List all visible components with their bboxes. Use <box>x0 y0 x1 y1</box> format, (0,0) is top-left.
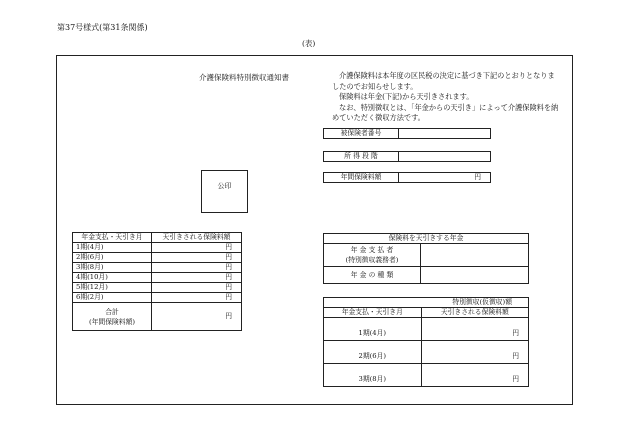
schedule-amount-unit: 円 <box>152 243 242 253</box>
notice-intro <box>332 71 560 124</box>
pension-kind-value <box>421 267 529 284</box>
annual-premium-unit: 円 <box>399 173 491 183</box>
pension-payer-label-line2: (特別徴収義務者) <box>345 256 399 264</box>
schedule-total-row <box>73 303 242 331</box>
side-label: (表) <box>302 39 316 48</box>
schedule-amount-unit: 円 <box>152 263 242 273</box>
schedule-period: 3期(8月) <box>73 263 152 273</box>
schedule-period: 1期(4月) <box>73 243 152 253</box>
income-bracket-table <box>323 151 491 162</box>
special-amount-unit: 円 <box>421 364 528 387</box>
pension-title: 保険料を天引きする年金 <box>324 234 529 244</box>
special-row <box>324 364 529 387</box>
pension-payer-row <box>324 244 529 267</box>
schedule-period: 4期(10月) <box>73 273 152 283</box>
official-seal-box <box>201 170 248 213</box>
schedule-amount-unit: 円 <box>152 273 242 283</box>
special-header-row <box>324 308 529 318</box>
income-bracket-label: 所 得 段 階 <box>324 152 399 162</box>
schedule-row <box>73 253 242 263</box>
schedule-table <box>72 232 242 331</box>
intro-paragraph-2: 保険料は年金(下記)から天引きされます。 <box>339 92 474 102</box>
insured-number-table <box>323 128 491 139</box>
schedule-total-label-line1: 合計 <box>105 307 119 316</box>
schedule-header-amount: 天引きされる保険料額 <box>152 233 242 243</box>
special-period: 2期(6月) <box>324 341 422 364</box>
schedule-header-period: 年金支払・天引き月 <box>73 233 152 243</box>
pension-kind-label: 年 金 の 種 類 <box>324 267 421 284</box>
special-title-row <box>324 298 529 308</box>
schedule-row <box>73 293 242 303</box>
special-row <box>324 318 529 341</box>
pension-payer-value <box>421 244 529 267</box>
insured-number-label: 被保険者番号 <box>324 129 399 139</box>
annual-premium-table <box>323 172 491 183</box>
intro-paragraph-3: なお、特別徴収とは、「年金からの天引き」によって介護保険料を納めていただく徴収方法です。 <box>332 102 559 123</box>
income-bracket-value <box>399 152 491 162</box>
special-header-period: 年金支払・天引き月 <box>324 308 422 318</box>
special-row <box>324 341 529 364</box>
special-period: 3期(8月) <box>324 364 422 387</box>
schedule-row <box>73 283 242 293</box>
notice-title: 介護保険料特別徴収通知書 <box>199 73 289 82</box>
intro-paragraph-1: 介護保険料は本年度の区民税の決定に基づき下記のとおりとなりましたのでお知らせします。 <box>332 71 555 91</box>
special-amount-unit: 円 <box>421 318 528 341</box>
pension-kind-row <box>324 267 529 284</box>
schedule-total-unit: 円 <box>152 303 242 331</box>
schedule-amount-unit: 円 <box>152 293 242 303</box>
special-amount-unit: 円 <box>421 341 528 364</box>
schedule-amount-unit: 円 <box>152 253 242 263</box>
schedule-row <box>73 273 242 283</box>
pension-table <box>323 233 529 284</box>
schedule-total-label <box>73 303 152 331</box>
insured-number-value <box>399 129 491 139</box>
special-title: 特別徴収(仮徴収)額 <box>324 298 529 308</box>
schedule-amount-unit: 円 <box>152 283 242 293</box>
schedule-period: 6期(2月) <box>73 293 152 303</box>
schedule-period: 2期(6月) <box>73 253 152 263</box>
annual-premium-label: 年間保険料額 <box>324 173 399 183</box>
income-bracket-row <box>324 152 491 162</box>
schedule-row <box>73 243 242 253</box>
schedule-total-label-line2: (年間保険料額) <box>88 317 136 326</box>
special-collection-table <box>323 297 529 387</box>
schedule-header-row <box>73 233 242 243</box>
annual-premium-row <box>324 173 491 183</box>
official-seal-label: 公印 <box>217 182 232 190</box>
pension-title-row <box>324 234 529 244</box>
pension-payer-label <box>324 244 421 267</box>
special-header-amount: 天引きされる保険料額 <box>421 308 528 318</box>
schedule-period: 5期(12月) <box>73 283 152 293</box>
form-number: 第37号様式(第31条関係) <box>57 23 148 32</box>
special-period: 1期(4月) <box>324 318 422 341</box>
insured-number-row <box>324 129 491 139</box>
pension-payer-label-line1: 年 金 支 払 者 <box>350 246 394 254</box>
schedule-row <box>73 263 242 273</box>
